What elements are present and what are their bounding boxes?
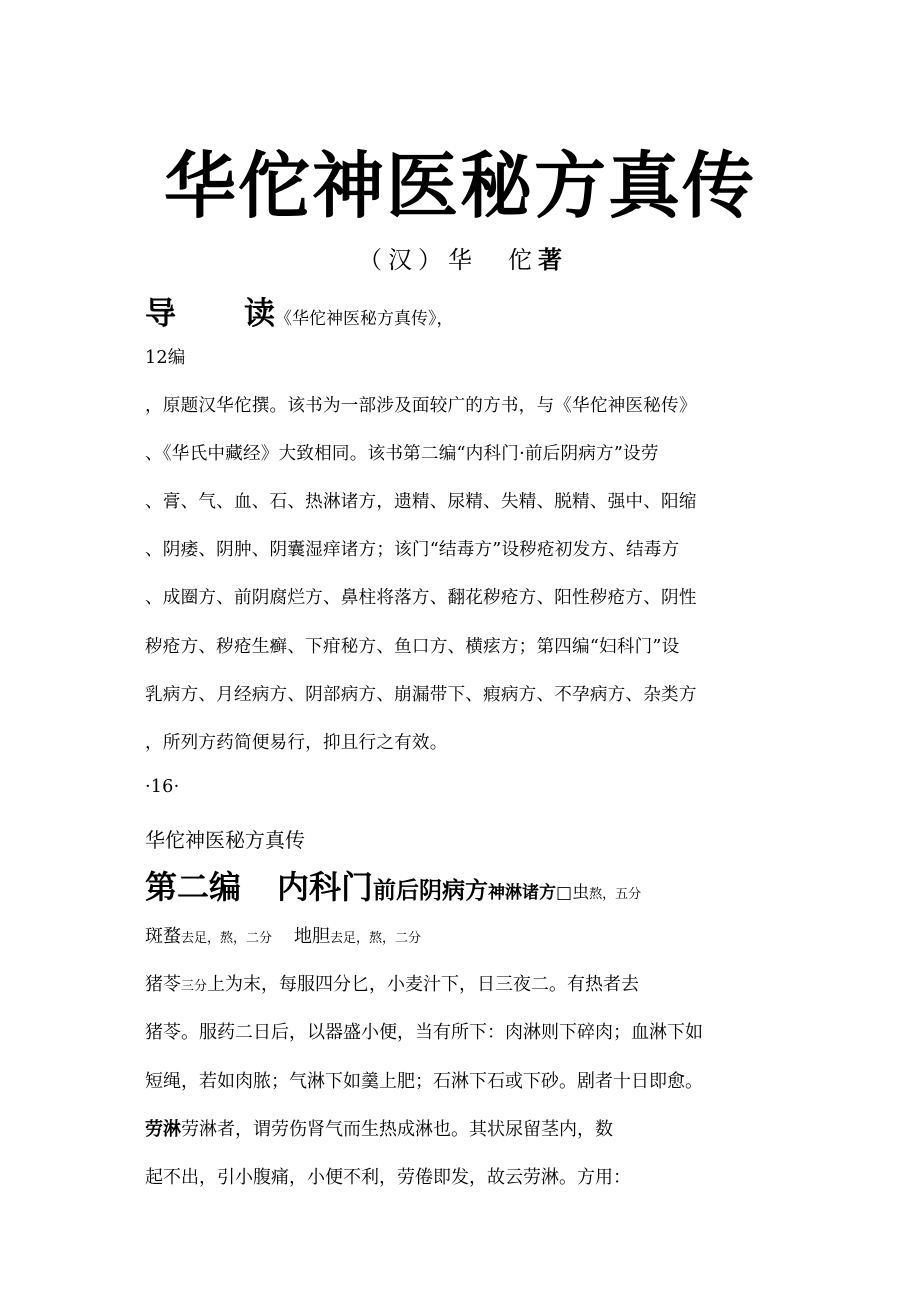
running-title: 华佗神医秘方真传 <box>145 828 305 852</box>
paragraph-line: 12编 <box>145 348 186 368</box>
section-tail: □虫 <box>556 883 590 903</box>
recipe-line <box>145 922 421 948</box>
author-name: （汉）华 佗 <box>358 246 538 274</box>
ingredient-name: 斑蝥 <box>145 926 181 947</box>
section-part: 第二编 <box>145 868 242 906</box>
recipe-line: 起不出，引小腹痛，小便不利，劳倦即发，故云劳淋。方用： <box>145 1167 631 1188</box>
author-line <box>0 240 920 275</box>
paragraph-line: 、成圈方、前阴腐烂方、鼻柱将落方、翻花秽疮方、阳性秽疮方、阴性 <box>145 588 697 608</box>
paragraph-line: ，所列方药简便易行，抑且行之有效。 <box>145 733 448 753</box>
recipe-line <box>145 1115 613 1141</box>
document-title: 华佗神医秘方真传 <box>163 144 756 228</box>
recipe-line: 猪苓。服药二日后，以器盛小便，当有所下：肉淋则下碎肉；血淋下如 <box>145 1022 703 1043</box>
recipe-line: 短绳，若如肉脓；气淋下如羹上肥；石淋下石或下砂。剧者十日即愈。 <box>145 1071 703 1092</box>
recipe-line <box>145 970 639 996</box>
section-dept: 内科门 <box>277 868 374 906</box>
guide-heading-first: 导 <box>145 296 176 332</box>
paragraph-line: 乳病方、月经病方、阴部病方、崩漏带下、瘕病方、不孕病方、杂类方 <box>145 685 697 705</box>
paragraph-line: 、阴痿、阴肿、阴囊湿痒诸方；该门“结毒方”设秽疮初发方、结毒方 <box>145 540 680 560</box>
paragraph-line: 、膏、气、血、石、热淋诸方，遗精、尿精、失精、脱精、强中、阳缩 <box>145 492 697 512</box>
ingredient-name: 地胆 <box>294 926 331 947</box>
paragraph-line: 秽疮方、秽疮生癣、下疳秘方、鱼口方、横痃方；第四编“妇科门”设 <box>145 637 680 657</box>
ingredient-note: 三分 <box>181 979 208 994</box>
ingredient-note: 去足，熬，二分 <box>181 931 273 946</box>
section-subsub: 神淋诸方 <box>488 883 557 903</box>
paragraph-line: ，原题汉华佗撰。该书为一部涉及面较广的方书，与《华佗神医秘传》 <box>145 396 697 416</box>
ingredient-name: 猪苓 <box>145 974 181 995</box>
guide-lead-text: 《华佗神医秘方真传》， <box>275 309 454 329</box>
author-role: 著 <box>538 246 562 274</box>
recipe-text: 劳淋者，谓劳伤肾气而生热成淋也。其状尿留茎内，数 <box>181 1119 613 1140</box>
recipe-term: 劳淋 <box>145 1119 181 1140</box>
page-number: ·16· <box>145 777 180 797</box>
section-sub: 前后阴病方 <box>373 878 489 904</box>
paragraph-line: 、《华氏中藏经》大致相同。该书第二编“内科门·前后阴病方”设劳 <box>145 444 659 464</box>
guide-heading-second: 读 <box>244 296 275 332</box>
ingredient-note: 去足，熬，二分 <box>330 931 422 946</box>
guide-heading-line <box>145 288 454 333</box>
recipe-text: 上为末，每服四分匕，小麦汁下，日三夜二。有热者去 <box>207 974 640 995</box>
section-tail-note: 熬，五分 <box>589 887 642 902</box>
section-heading <box>145 862 641 908</box>
